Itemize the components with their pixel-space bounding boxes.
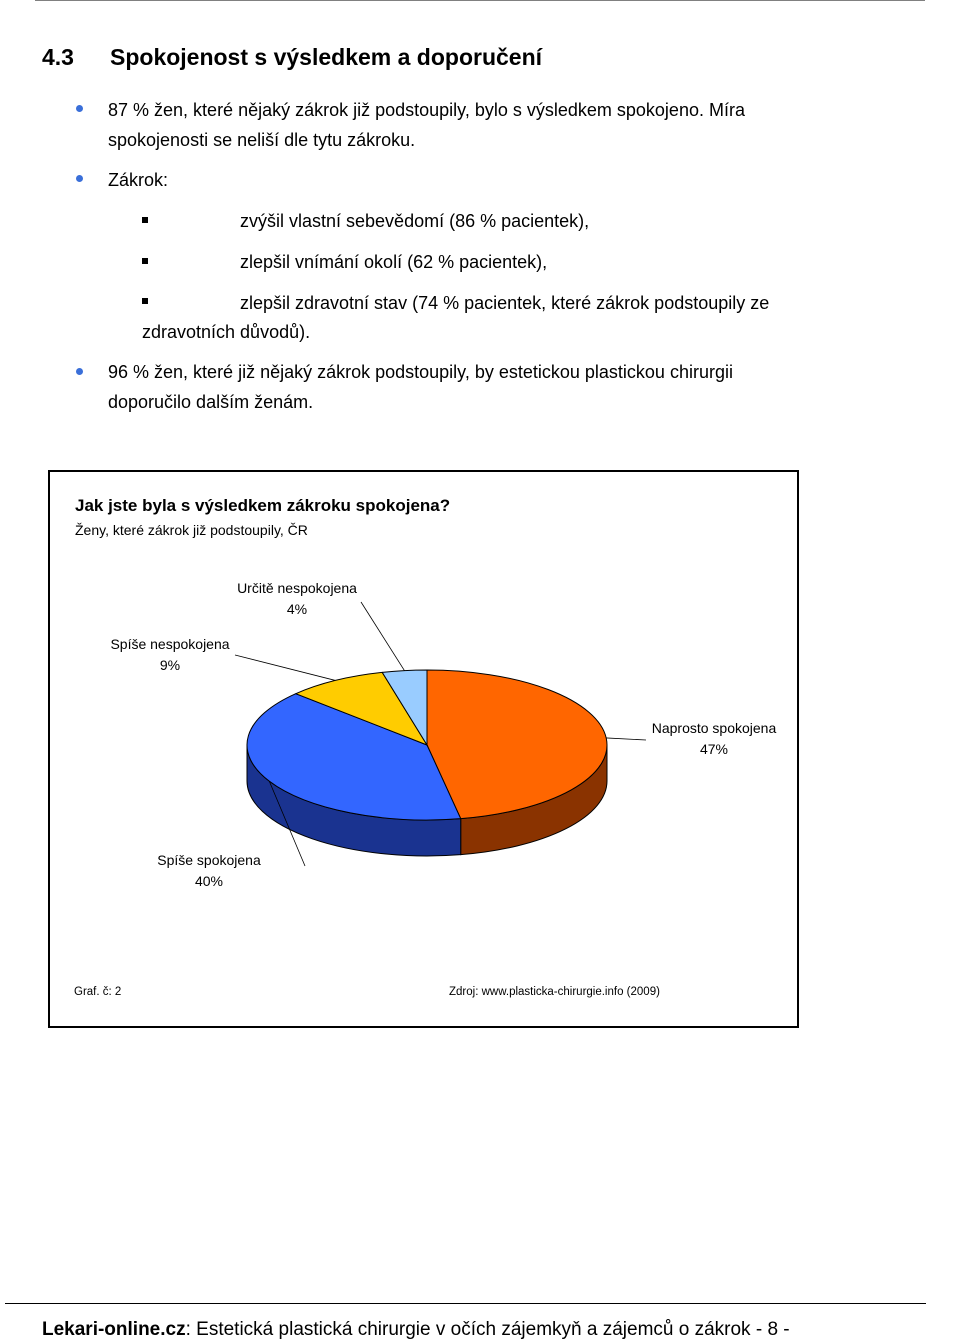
page-footer (42, 1319, 790, 1341)
data-label-name: Určitě nespokojena (237, 580, 357, 596)
sub-item-sebevedomi: zvýšil vlastní sebevědomí (86 % pacientek), (240, 211, 590, 231)
data-label-name: Spíše nespokojena (110, 636, 230, 652)
bullet-dot (76, 105, 83, 112)
bullet-recommend-line1: 96 % žen, které již nějaký zákrok podstoupily, by estetickou plastickou chirurgii (108, 362, 733, 382)
top-rule (35, 0, 925, 1)
section-heading (42, 44, 542, 71)
bullet-satisfaction-line1: 87 % žen, které nějaký zákrok již podstoupily, bylo s výsledkem spokojeno. Míra (108, 100, 745, 120)
graph-number: Graf. č: 2 (74, 986, 122, 998)
bullet-satisfaction (108, 95, 745, 155)
bullet-zakrok: Zákrok: (108, 170, 169, 190)
pie-chart (50, 472, 797, 1026)
chart-title: Jak jste byla s výsledkem zákroku spokojena? (75, 496, 451, 515)
bullet-satisfaction-line2: spokojenosti se neliší dle tytu zákroku. (108, 130, 416, 150)
data-label-value: 4% (286, 601, 308, 617)
data-label-name: Naprosto spokojena (651, 720, 777, 736)
bullet-dot (76, 368, 83, 375)
footer-rule (5, 1303, 926, 1304)
footer-site: Lekari-online.cz (42, 1319, 186, 1340)
bullet-recommend (108, 357, 733, 417)
data-label-value: 40% (194, 873, 224, 889)
leader-line (361, 602, 404, 671)
chart-subtitle: Ženy, které zákrok již podstoupily, ČR (75, 522, 308, 538)
bullet-recommend-line2: doporučilo dalším ženám. (108, 392, 314, 412)
section-title: Spokojenost s výsledkem a doporučení (110, 44, 543, 70)
sub-item-zdravotni-line1: zlepšil zdravotní stav (74 % pacientek, které zákrok podstoupily ze (240, 293, 770, 313)
bullet-dot (76, 175, 83, 182)
square-bullet (142, 258, 148, 264)
section-number: 4.3 (42, 44, 74, 70)
chart-frame (48, 470, 799, 1028)
sub-item-zdravotni-line2: zdravotních důvodů). (142, 322, 311, 342)
data-label-name: Spíše spokojena (157, 852, 261, 868)
square-bullet (142, 298, 148, 304)
footer-text: : Estetická plastická chirurgie v očích zájemkyň a zájemců o zákrok - 8 - (185, 1319, 790, 1340)
data-label-value: 9% (159, 657, 181, 673)
sub-item-okoli: zlepšil vnímání okolí (62 % pacientek), (240, 252, 548, 272)
leader-line (235, 655, 335, 680)
data-label-value: 47% (699, 741, 729, 757)
square-bullet (142, 217, 148, 223)
chart-source: Zdroj: www.plasticka-chirurgie.info (2009) (449, 986, 660, 998)
leader-line (606, 738, 646, 740)
